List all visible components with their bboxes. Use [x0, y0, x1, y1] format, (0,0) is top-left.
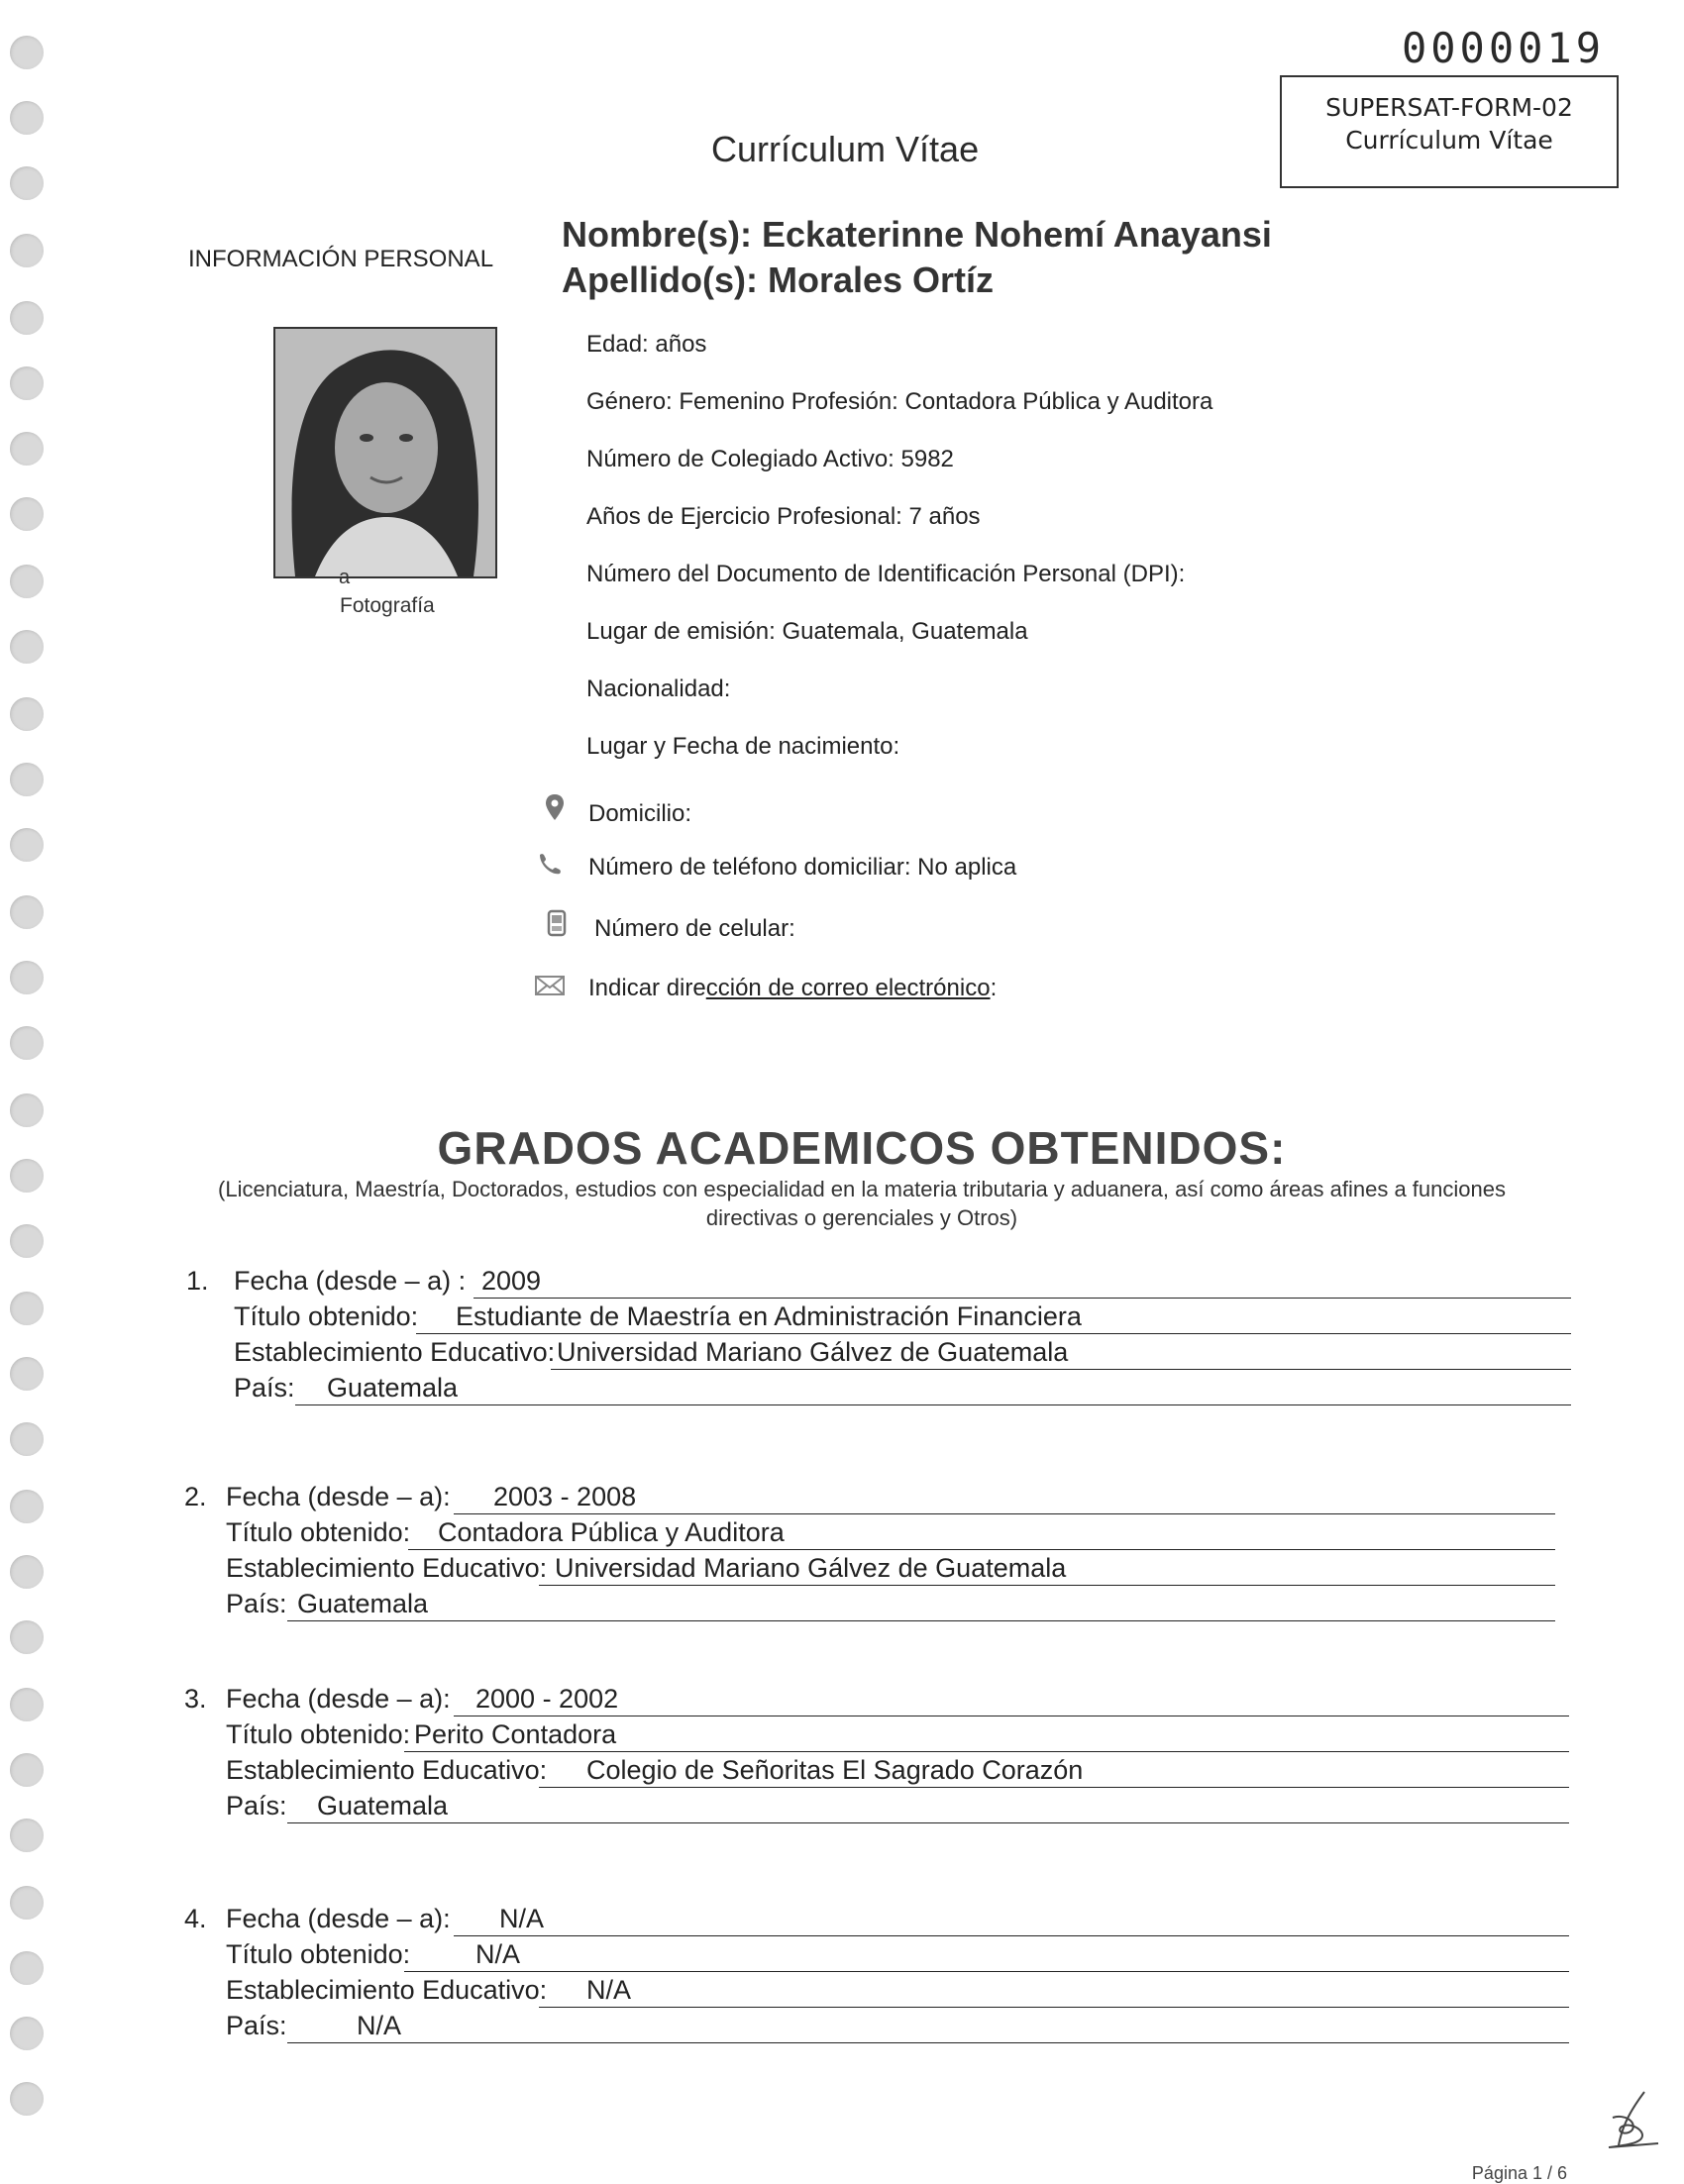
binder-hole [10, 565, 44, 598]
binder-hole [10, 1688, 44, 1721]
pais-label: País: [234, 1373, 295, 1403]
entry-3-fecha-row [226, 1684, 1573, 1719]
signature-mark [1603, 2088, 1662, 2162]
estab-value: Universidad Mariano Gálvez de Guatemala [557, 1337, 1069, 1367]
genero-profesion-field: Género: Femenino Profesión: Contadora Pública y Auditora [586, 388, 1213, 415]
academic-section-subtitle [168, 1175, 1555, 1232]
pais-label: País: [226, 1791, 287, 1820]
binder-hole [10, 895, 44, 929]
pais-value: Guatemala [327, 1373, 459, 1403]
binder-hole [10, 1886, 44, 1920]
pais-value: Guatemala [297, 1589, 429, 1618]
fill-line [287, 2042, 1569, 2043]
entry-4-titulo-row [226, 1939, 1573, 1975]
mobile-phone-icon [547, 909, 575, 937]
photo-mark: a [339, 567, 351, 588]
titulo-label: Título obtenido: [226, 1939, 411, 1969]
binder-hole [10, 1555, 44, 1589]
entry-number: 3. [184, 1684, 207, 1714]
binder-hole [10, 166, 44, 200]
titulo-value: Perito Contadora [414, 1719, 617, 1749]
estab-value: N/A [586, 1975, 632, 2005]
binder-hole [10, 1490, 44, 1523]
fecha-value: 2009 [481, 1266, 542, 1296]
entry-1-fecha-row [234, 1266, 1571, 1301]
entry-2-titulo-row [226, 1517, 1563, 1553]
binder-hole [10, 763, 44, 796]
binder-hole [10, 2017, 44, 2050]
entry-1-titulo-row [234, 1301, 1571, 1337]
entry-3-estab-row [226, 1755, 1573, 1791]
entry-2-estab-row [226, 1553, 1563, 1589]
envelope-icon [535, 975, 563, 1002]
binder-hole [10, 630, 44, 664]
titulo-label: Título obtenido: [226, 1517, 411, 1547]
binder-hole [10, 1951, 44, 1985]
apellido-line: Apellido(s): Morales Ortíz [562, 260, 995, 300]
titulo-value: Contadora Pública y Auditora [438, 1517, 785, 1547]
estab-label: Establecimiento Educativo: [226, 1553, 548, 1583]
binder-hole [10, 1422, 44, 1456]
dpi-field: Número del Documento de Identificación Personal (DPI): [586, 561, 1186, 587]
anios-ejercicio-field: Años de Ejercicio Profesional: 7 años [586, 503, 981, 530]
portrait-illustration [275, 329, 495, 576]
binder-hole [10, 1620, 44, 1654]
correo-prefix: Indicar dire [588, 975, 706, 1001]
estab-label: Establecimiento Educativo: [226, 1755, 548, 1785]
entry-3-pais-row [226, 1791, 1573, 1826]
page-title: Currículum Vítae [711, 129, 980, 169]
entry-4-estab-row [226, 1975, 1573, 2011]
form-code-box [1280, 75, 1619, 188]
profile-photo [273, 327, 497, 578]
document-number: 0000019 [1401, 24, 1605, 72]
telefono-field: Número de teléfono domiciliar: No aplica [588, 854, 1017, 881]
fecha-label: Fecha (desde – a): [226, 1904, 451, 1933]
correo-underlined: cción de correo electrónico [705, 975, 991, 1001]
celular-field: Número de celular: [594, 915, 795, 942]
entry-3-titulo-row [226, 1719, 1573, 1755]
entry-2-pais-row [226, 1589, 1563, 1624]
fecha-value: N/A [499, 1904, 545, 1933]
titulo-label: Título obtenido: [234, 1301, 419, 1331]
correo-field [588, 975, 997, 1002]
subtitle-line-2: directivas o gerenciales y Otros) [705, 1205, 1018, 1230]
entry-number: 2. [184, 1482, 207, 1511]
binder-hole [10, 366, 44, 400]
binder-hole [10, 497, 44, 531]
entry-4-pais-row [226, 2011, 1573, 2046]
binder-hole [10, 234, 44, 267]
binder-hole [10, 1819, 44, 1852]
entry-number: 1. [186, 1266, 209, 1296]
entry-1-estab-row [234, 1337, 1571, 1373]
nacimiento-field: Lugar y Fecha de nacimiento: [586, 733, 900, 760]
colegiado-field: Número de Colegiado Activo: 5982 [586, 446, 954, 472]
fecha-value: 2003 - 2008 [493, 1482, 637, 1511]
binder-hole [10, 1357, 44, 1391]
fill-line [295, 1404, 1571, 1405]
estab-value: Universidad Mariano Gálvez de Guatemala [555, 1553, 1067, 1583]
pais-label: País: [226, 2011, 287, 2040]
binder-hole [10, 1753, 44, 1787]
pais-value: Guatemala [317, 1791, 449, 1820]
fill-line [408, 1549, 1555, 1550]
fill-line [404, 1751, 1569, 1752]
nombre-line: Nombre(s): Eckaterinne Nohemí Anayansi [562, 214, 1272, 255]
fill-line [404, 1971, 1569, 1972]
binder-holes [10, 36, 46, 2135]
fecha-label: Fecha (desde – a): [226, 1482, 451, 1511]
estab-label: Establecimiento Educativo: [234, 1337, 556, 1367]
entry-number: 4. [184, 1904, 207, 1933]
fill-line [539, 1787, 1569, 1788]
estab-label: Establecimiento Educativo: [226, 1975, 548, 2005]
titulo-value: N/A [475, 1939, 521, 1969]
titulo-value: Estudiante de Maestría en Administración Financiera [456, 1301, 1082, 1331]
lugar-emision-field: Lugar de emisión: Guatemala, Guatemala [586, 618, 1028, 645]
binder-hole [10, 1292, 44, 1325]
binder-hole [10, 1026, 44, 1060]
binder-hole [10, 961, 44, 994]
fill-line [454, 1935, 1569, 1936]
binder-hole [10, 432, 44, 466]
correo-suffix: : [990, 975, 998, 1001]
binder-hole [10, 301, 44, 335]
entry-2-fecha-row [226, 1482, 1563, 1517]
form-code: SUPERSAT-FORM-02 [1325, 93, 1573, 122]
pais-label: País: [226, 1589, 287, 1618]
page-number: Página 1 / 6 [1471, 2163, 1567, 2183]
fill-line [539, 2007, 1569, 2008]
pais-value: N/A [357, 2011, 402, 2040]
fill-line [474, 1298, 1571, 1299]
fill-line [551, 1369, 1571, 1370]
fill-line [539, 1585, 1555, 1586]
fill-line [287, 1620, 1555, 1621]
binder-hole [10, 36, 44, 69]
binder-hole [10, 828, 44, 862]
personal-info-heading: INFORMACIÓN PERSONAL [188, 246, 494, 272]
entry-4-fecha-row [226, 1904, 1573, 1939]
fill-line [454, 1513, 1555, 1514]
fill-line [416, 1333, 1571, 1334]
map-pin-icon [543, 792, 571, 820]
fecha-label: Fecha (desde – a) : [234, 1266, 467, 1296]
fecha-label: Fecha (desde – a): [226, 1684, 451, 1714]
estab-value: Colegio de Señoritas El Sagrado Corazón [586, 1755, 1084, 1785]
fecha-value: 2000 - 2002 [475, 1684, 619, 1714]
subtitle-line-1: (Licenciatura, Maestría, Doctorados, estudios con especialidad en la materia tributaria y aduanera, así como áreas afines a funciones [218, 1177, 1506, 1201]
binder-hole [10, 697, 44, 731]
binder-hole [10, 101, 44, 135]
binder-hole [10, 1224, 44, 1258]
domicilio-field: Domicilio: [588, 800, 692, 827]
entry-1-pais-row [234, 1373, 1571, 1408]
edad-field: Edad: años [586, 331, 707, 358]
photo-caption: Fotografía [340, 594, 435, 617]
academic-section-title: GRADOS ACADEMICOS OBTENIDOS: [437, 1122, 1287, 1174]
binder-hole [10, 2082, 44, 2116]
fill-line [287, 1822, 1569, 1823]
form-box-title: Currículum Vítae [1345, 126, 1553, 155]
phone-icon [537, 852, 565, 880]
nacionalidad-field: Nacionalidad: [586, 676, 731, 702]
titulo-label: Título obtenido: [226, 1719, 411, 1749]
